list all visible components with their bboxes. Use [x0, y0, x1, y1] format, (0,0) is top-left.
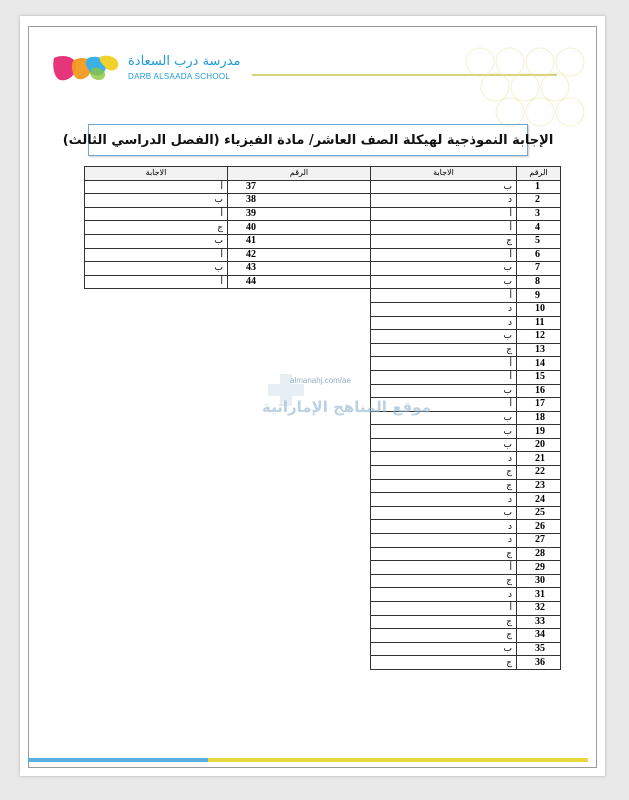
table-row: [85, 207, 371, 221]
answer-cell: ج: [371, 479, 517, 493]
answer-cell: أ: [371, 370, 517, 384]
answer-table-left: [84, 166, 371, 289]
number-cell: 21: [517, 452, 561, 466]
table-row: [371, 602, 561, 616]
answer-cell: ج: [371, 656, 517, 670]
table-row: [371, 615, 561, 629]
number-cell: 4: [517, 221, 561, 235]
answer-cell: ب: [371, 330, 517, 344]
number-cell: 24: [517, 493, 561, 507]
document-title: الإجابة النموذجية لهيكلة الصف العاشر/ مادة الفيزياء (الفصل الدراسي الثالث): [62, 132, 554, 148]
number-cell: 2: [517, 194, 561, 208]
number-cell: 43: [228, 262, 371, 276]
answer-cell: أ: [371, 221, 517, 235]
table-row: [85, 221, 371, 235]
table-row: [371, 221, 561, 235]
number-cell: 26: [517, 520, 561, 534]
table-row: [371, 234, 561, 248]
answer-cell: أ: [371, 398, 517, 412]
answer-table-left-body: [85, 180, 371, 289]
answer-cell: ب: [371, 275, 517, 289]
title-box: [62, 124, 554, 156]
table-row: [371, 642, 561, 656]
answer-cell: د: [371, 534, 517, 548]
table-row: [371, 561, 561, 575]
table-row: [371, 588, 561, 602]
number-cell: 32: [517, 602, 561, 616]
table-row: [85, 234, 371, 248]
answer-cell: أ: [371, 207, 517, 221]
number-cell: 35: [517, 642, 561, 656]
answer-cell: ج: [371, 615, 517, 629]
answer-cell: أ: [371, 561, 517, 575]
number-cell: 37: [228, 180, 371, 194]
answer-cell: ج: [371, 547, 517, 561]
answer-cell: ب: [85, 262, 228, 276]
table-row: [371, 425, 561, 439]
table-row: [371, 207, 561, 221]
answer-cell: أ: [371, 602, 517, 616]
answer-cell: د: [371, 588, 517, 602]
table-row: [371, 248, 561, 262]
answer-cell: ج: [371, 343, 517, 357]
table-row: [371, 384, 561, 398]
answer-cell: أ: [85, 207, 228, 221]
answer-cell: ب: [371, 411, 517, 425]
school-name-english: DARB ALSAADA SCHOOL: [128, 72, 231, 81]
number-cell: 7: [517, 262, 561, 276]
number-cell: 16: [517, 384, 561, 398]
answer-cell: ج: [371, 574, 517, 588]
table-row: [371, 506, 561, 520]
table-row: [371, 194, 561, 208]
table-row: [371, 493, 561, 507]
column-header-answer: الاجابة: [85, 167, 228, 181]
number-cell: 36: [517, 656, 561, 670]
answer-cell: د: [371, 194, 517, 208]
number-cell: 27: [517, 534, 561, 548]
school-name-arabic: مدرسة درب السعادة: [128, 54, 241, 69]
number-cell: 1: [517, 180, 561, 194]
table-row: [85, 248, 371, 262]
answer-cell: د: [371, 493, 517, 507]
answer-cell: ب: [371, 425, 517, 439]
column-header-number: الرقم: [228, 167, 371, 181]
number-cell: 29: [517, 561, 561, 575]
answer-cell: د: [371, 520, 517, 534]
number-cell: 31: [517, 588, 561, 602]
number-cell: 19: [517, 425, 561, 439]
answer-cell: ج: [371, 234, 517, 248]
table-row: [371, 520, 561, 534]
answer-cell: أ: [371, 289, 517, 303]
table-row: [371, 370, 561, 384]
number-cell: 22: [517, 466, 561, 480]
table-row: [371, 289, 561, 303]
number-cell: 38: [228, 194, 371, 208]
column-header-number: الرقم: [517, 167, 561, 181]
number-cell: 9: [517, 289, 561, 303]
table-row: [371, 534, 561, 548]
number-cell: 42: [228, 248, 371, 262]
table-row: [85, 262, 371, 276]
table-row: [371, 438, 561, 452]
school-logo: [52, 54, 122, 84]
number-cell: 8: [517, 275, 561, 289]
answer-cell: ج: [371, 466, 517, 480]
answer-cell: ج: [85, 221, 228, 235]
table-row: [371, 343, 561, 357]
answer-cell: ب: [371, 262, 517, 276]
table-row: [85, 194, 371, 208]
table-row: [371, 452, 561, 466]
footer-bar: [28, 758, 588, 762]
answer-cell: أ: [85, 180, 228, 194]
number-cell: 15: [517, 370, 561, 384]
table-row: [371, 547, 561, 561]
number-cell: 40: [228, 221, 371, 235]
number-cell: 17: [517, 398, 561, 412]
answer-cell: أ: [371, 357, 517, 371]
footer-bar-yellow: [208, 758, 588, 762]
column-header-answer: الاجابة: [371, 167, 517, 181]
answer-cell: د: [371, 316, 517, 330]
number-cell: 11: [517, 316, 561, 330]
answer-table-right: [370, 166, 561, 670]
number-cell: 39: [228, 207, 371, 221]
answer-cell: ب: [371, 180, 517, 194]
footer-bar-blue: [28, 758, 208, 762]
table-row: [371, 316, 561, 330]
number-cell: 18: [517, 411, 561, 425]
table-row: [371, 302, 561, 316]
table-row: [371, 357, 561, 371]
number-cell: 20: [517, 438, 561, 452]
table-row: [371, 656, 561, 670]
answer-cell: ب: [371, 642, 517, 656]
number-cell: 34: [517, 629, 561, 643]
number-cell: 10: [517, 302, 561, 316]
watermark-name: موقع المناهج الإماراتية: [262, 398, 431, 416]
answer-cell: أ: [85, 248, 228, 262]
watermark-url: almanahj.com/ae: [290, 376, 351, 385]
table-row: [371, 574, 561, 588]
answer-cell: ب: [371, 506, 517, 520]
answer-cell: أ: [371, 248, 517, 262]
number-cell: 3: [517, 207, 561, 221]
table-row: [371, 180, 561, 194]
answer-cell: أ: [85, 275, 228, 289]
number-cell: 14: [517, 357, 561, 371]
number-cell: 33: [517, 615, 561, 629]
number-cell: 13: [517, 343, 561, 357]
table-row: [371, 479, 561, 493]
answer-cell: ج: [371, 629, 517, 643]
answer-cell: ب: [85, 234, 228, 248]
table-row: [85, 275, 371, 289]
table-row: [371, 275, 561, 289]
number-cell: 5: [517, 234, 561, 248]
number-cell: 25: [517, 506, 561, 520]
table-row: [371, 629, 561, 643]
number-cell: 44: [228, 275, 371, 289]
answer-cell: ب: [371, 438, 517, 452]
number-cell: 6: [517, 248, 561, 262]
table-row: [371, 466, 561, 480]
answer-cell: د: [371, 452, 517, 466]
table-row: [85, 180, 371, 194]
answer-cell: ب: [85, 194, 228, 208]
number-cell: 12: [517, 330, 561, 344]
number-cell: 28: [517, 547, 561, 561]
answer-cell: ب: [371, 384, 517, 398]
answer-table-right-body: [371, 180, 561, 669]
number-cell: 23: [517, 479, 561, 493]
table-row: [371, 262, 561, 276]
number-cell: 30: [517, 574, 561, 588]
answer-cell: د: [371, 302, 517, 316]
table-row: [371, 330, 561, 344]
number-cell: 41: [228, 234, 371, 248]
